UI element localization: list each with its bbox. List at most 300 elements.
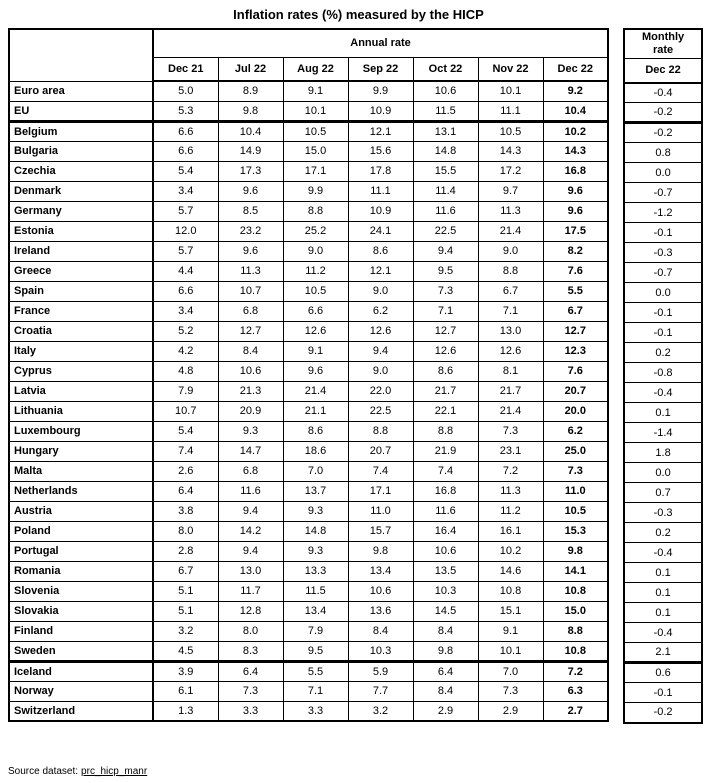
annual-value-cell: 9.5	[283, 641, 348, 661]
annual-value-cell: 16.4	[413, 521, 478, 541]
monthly-row-latvia	[624, 383, 702, 403]
annual-value-cell: 6.6	[153, 121, 218, 141]
annual-value-cell: 14.8	[413, 141, 478, 161]
table-row-euro-area	[9, 81, 608, 101]
monthly-value-cell: 0.0	[624, 463, 702, 483]
annual-value-cell: 21.1	[283, 401, 348, 421]
row-label-slovakia: Slovakia	[9, 601, 153, 621]
annual-value-cell: 12.6	[283, 321, 348, 341]
monthly-row-france	[624, 303, 702, 323]
monthly-value-cell: -0.3	[624, 503, 702, 523]
row-label-malta: Malta	[9, 461, 153, 481]
annual-value-cell: 24.1	[348, 221, 413, 241]
annual-value-cell: 6.4	[413, 661, 478, 681]
table-row-croatia	[9, 321, 608, 341]
annual-value-cell: 7.3	[218, 681, 283, 701]
row-label-portugal: Portugal	[9, 541, 153, 561]
monthly-value-cell: 0.1	[624, 603, 702, 623]
monthly-value-cell: 1.8	[624, 443, 702, 463]
annual-value-cell: 18.6	[283, 441, 348, 461]
monthly-row-cyprus	[624, 363, 702, 383]
annual-value-cell: 9.3	[283, 501, 348, 521]
row-label-norway: Norway	[9, 681, 153, 701]
monthly-row-switzerland	[624, 703, 702, 723]
monthly-value-cell: -0.2	[624, 703, 702, 723]
annual-value-cell: 5.0	[153, 81, 218, 101]
table-row-poland	[9, 521, 608, 541]
annual-value-cell: 11.3	[478, 481, 543, 501]
annual-value-cell: 10.1	[478, 641, 543, 661]
row-label-hungary: Hungary	[9, 441, 153, 461]
annual-value-cell: 2.6	[153, 461, 218, 481]
annual-value-cell: 21.7	[413, 381, 478, 401]
table-row-netherlands	[9, 481, 608, 501]
annual-value-cell: 8.9	[218, 81, 283, 101]
annual-value-cell: 10.5	[543, 501, 608, 521]
annual-value-cell: 15.7	[348, 521, 413, 541]
table-row-austria	[9, 501, 608, 521]
column-header-aug-22: Aug 22	[283, 57, 348, 81]
annual-value-cell: 12.1	[348, 261, 413, 281]
column-header-oct-22: Oct 22	[413, 57, 478, 81]
monthly-row-denmark	[624, 183, 702, 203]
monthly-value-cell: 0.1	[624, 403, 702, 423]
annual-value-cell: 2.7	[543, 701, 608, 721]
group-header-row	[9, 29, 608, 57]
annual-value-cell: 9.0	[283, 241, 348, 261]
annual-value-cell: 9.7	[478, 181, 543, 201]
annual-value-cell: 13.6	[348, 601, 413, 621]
annual-value-cell: 13.5	[413, 561, 478, 581]
annual-value-cell: 21.4	[478, 401, 543, 421]
annual-value-cell: 11.3	[218, 261, 283, 281]
monthly-value-cell: 2.1	[624, 643, 702, 663]
annual-rate-table	[8, 28, 609, 722]
annual-value-cell: 7.6	[543, 361, 608, 381]
annual-value-cell: 5.5	[283, 661, 348, 681]
annual-value-cell: 8.6	[348, 241, 413, 261]
annual-value-cell: 12.7	[543, 321, 608, 341]
annual-value-cell: 9.4	[218, 501, 283, 521]
annual-value-cell: 8.5	[218, 201, 283, 221]
annual-value-cell: 17.3	[218, 161, 283, 181]
annual-value-cell: 21.9	[413, 441, 478, 461]
row-label-czechia: Czechia	[9, 161, 153, 181]
annual-value-cell: 14.3	[478, 141, 543, 161]
monthly-row-romania	[624, 563, 702, 583]
annual-value-cell: 5.2	[153, 321, 218, 341]
annual-value-cell: 11.6	[218, 481, 283, 501]
annual-value-cell: 12.0	[153, 221, 218, 241]
row-label-latvia: Latvia	[9, 381, 153, 401]
annual-value-cell: 12.7	[413, 321, 478, 341]
table-row-latvia	[9, 381, 608, 401]
table-row-luxembourg	[9, 421, 608, 441]
annual-value-cell: 10.3	[413, 581, 478, 601]
table-row-cyprus	[9, 361, 608, 381]
annual-value-cell: 11.2	[283, 261, 348, 281]
annual-value-cell: 3.3	[218, 701, 283, 721]
annual-value-cell: 9.6	[283, 361, 348, 381]
monthly-row-italy	[624, 343, 702, 363]
monthly-value-cell: 0.2	[624, 343, 702, 363]
annual-value-cell: 12.3	[543, 341, 608, 361]
monthly-row-lithuania	[624, 403, 702, 423]
row-label-italy: Italy	[9, 341, 153, 361]
annual-value-cell: 6.8	[218, 301, 283, 321]
row-label-eu: EU	[9, 101, 153, 121]
annual-value-cell: 8.0	[218, 621, 283, 641]
annual-value-cell: 11.0	[543, 481, 608, 501]
annual-value-cell: 10.8	[478, 581, 543, 601]
row-label-croatia: Croatia	[9, 321, 153, 341]
annual-value-cell: 6.7	[478, 281, 543, 301]
annual-value-cell: 12.6	[478, 341, 543, 361]
annual-value-cell: 2.9	[413, 701, 478, 721]
annual-value-cell: 17.2	[478, 161, 543, 181]
annual-value-cell: 8.6	[413, 361, 478, 381]
table-row-spain	[9, 281, 608, 301]
annual-value-cell: 8.4	[218, 341, 283, 361]
annual-value-cell: 3.2	[348, 701, 413, 721]
row-label-romania: Romania	[9, 561, 153, 581]
annual-value-cell: 9.5	[413, 261, 478, 281]
annual-value-cell: 10.4	[543, 101, 608, 121]
annual-value-cell: 12.8	[218, 601, 283, 621]
annual-value-cell: 4.5	[153, 641, 218, 661]
annual-value-cell: 15.0	[283, 141, 348, 161]
annual-value-cell: 9.1	[283, 81, 348, 101]
monthly-row-ireland	[624, 243, 702, 263]
annual-value-cell: 5.1	[153, 601, 218, 621]
monthly-value-cell: -0.4	[624, 83, 702, 103]
annual-value-cell: 10.5	[283, 281, 348, 301]
annual-value-cell: 8.6	[283, 421, 348, 441]
annual-value-cell: 10.1	[478, 81, 543, 101]
annual-value-cell: 9.6	[218, 181, 283, 201]
monthly-row-spain	[624, 283, 702, 303]
monthly-row-norway	[624, 683, 702, 703]
monthly-column-header-dec-22: Dec 22	[624, 59, 702, 83]
annual-value-cell: 10.2	[543, 121, 608, 141]
annual-value-cell: 6.1	[153, 681, 218, 701]
monthly-value-cell: 0.7	[624, 483, 702, 503]
monthly-row-eu	[624, 103, 702, 123]
annual-value-cell: 13.1	[413, 121, 478, 141]
annual-value-cell: 12.1	[348, 121, 413, 141]
annual-value-cell: 6.2	[348, 301, 413, 321]
tables-container	[8, 28, 703, 724]
annual-value-cell: 25.2	[283, 221, 348, 241]
annual-value-cell: 13.7	[283, 481, 348, 501]
annual-value-cell: 7.6	[543, 261, 608, 281]
monthly-value-cell: 0.1	[624, 563, 702, 583]
annual-value-cell: 14.7	[218, 441, 283, 461]
annual-value-cell: 11.5	[283, 581, 348, 601]
annual-value-cell: 21.4	[478, 221, 543, 241]
annual-value-cell: 10.1	[283, 101, 348, 121]
annual-value-cell: 9.1	[478, 621, 543, 641]
monthly-value-cell: 0.0	[624, 163, 702, 183]
monthly-row-slovenia	[624, 583, 702, 603]
annual-value-cell: 9.3	[283, 541, 348, 561]
annual-value-cell: 3.2	[153, 621, 218, 641]
annual-value-cell: 16.8	[413, 481, 478, 501]
table-row-france	[9, 301, 608, 321]
table-row-estonia	[9, 221, 608, 241]
table-row-belgium	[9, 121, 608, 141]
annual-value-cell: 13.3	[283, 561, 348, 581]
monthly-value-cell: -0.1	[624, 303, 702, 323]
monthly-row-austria	[624, 503, 702, 523]
annual-value-cell: 11.2	[478, 501, 543, 521]
annual-value-cell: 3.4	[153, 301, 218, 321]
annual-value-cell: 23.1	[478, 441, 543, 461]
annual-value-cell: 7.4	[348, 461, 413, 481]
annual-value-cell: 8.8	[348, 421, 413, 441]
annual-value-cell: 2.9	[478, 701, 543, 721]
annual-value-cell: 4.8	[153, 361, 218, 381]
annual-value-cell: 9.1	[283, 341, 348, 361]
annual-value-cell: 7.4	[153, 441, 218, 461]
annual-value-cell: 5.4	[153, 161, 218, 181]
annual-value-cell: 10.7	[218, 281, 283, 301]
annual-value-cell: 21.3	[218, 381, 283, 401]
annual-value-cell: 9.6	[543, 181, 608, 201]
annual-value-cell: 10.8	[543, 581, 608, 601]
annual-value-cell: 9.2	[543, 81, 608, 101]
row-label-denmark: Denmark	[9, 181, 153, 201]
annual-value-cell: 9.3	[218, 421, 283, 441]
annual-value-cell: 10.6	[413, 81, 478, 101]
annual-value-cell: 23.2	[218, 221, 283, 241]
table-row-greece	[9, 261, 608, 281]
monthly-value-cell: -0.4	[624, 543, 702, 563]
annual-value-cell: 11.6	[413, 501, 478, 521]
annual-value-cell: 14.9	[218, 141, 283, 161]
monthly-group-header-row	[624, 29, 702, 59]
monthly-row-netherlands	[624, 483, 702, 503]
monthly-value-cell: 0.2	[624, 523, 702, 543]
annual-value-cell: 13.4	[348, 561, 413, 581]
annual-value-cell: 5.7	[153, 241, 218, 261]
annual-value-cell: 8.3	[218, 641, 283, 661]
annual-value-cell: 9.0	[348, 361, 413, 381]
annual-value-cell: 13.0	[218, 561, 283, 581]
table-row-germany	[9, 201, 608, 221]
annual-value-cell: 8.4	[348, 621, 413, 641]
monthly-column-header-row	[624, 59, 702, 83]
monthly-value-cell: -0.1	[624, 323, 702, 343]
monthly-row-luxembourg	[624, 423, 702, 443]
row-label-spain: Spain	[9, 281, 153, 301]
annual-value-cell: 8.1	[478, 361, 543, 381]
table-row-eu	[9, 101, 608, 121]
column-header-dec-22: Dec 22	[543, 57, 608, 81]
annual-value-cell: 10.5	[478, 121, 543, 141]
monthly-row-bulgaria	[624, 143, 702, 163]
annual-value-cell: 16.8	[543, 161, 608, 181]
monthly-value-cell: 0.6	[624, 663, 702, 683]
annual-value-cell: 7.1	[283, 681, 348, 701]
annual-value-cell: 14.8	[283, 521, 348, 541]
annual-value-cell: 6.2	[543, 421, 608, 441]
annual-value-cell: 7.2	[478, 461, 543, 481]
annual-value-cell: 11.1	[348, 181, 413, 201]
annual-value-cell: 12.6	[413, 341, 478, 361]
annual-value-cell: 11.6	[413, 201, 478, 221]
annual-value-cell: 6.6	[153, 141, 218, 161]
annual-value-cell: 7.2	[543, 661, 608, 681]
column-header-dec-21: Dec 21	[153, 57, 218, 81]
annual-value-cell: 20.7	[348, 441, 413, 461]
annual-value-cell: 7.0	[478, 661, 543, 681]
monthly-rate-header: Monthly rate	[624, 29, 702, 59]
annual-value-cell: 5.7	[153, 201, 218, 221]
annual-value-cell: 20.7	[543, 381, 608, 401]
table-row-malta	[9, 461, 608, 481]
monthly-row-hungary	[624, 443, 702, 463]
annual-value-cell: 15.1	[478, 601, 543, 621]
annual-value-cell: 11.0	[348, 501, 413, 521]
row-label-france: France	[9, 301, 153, 321]
annual-value-cell: 20.0	[543, 401, 608, 421]
monthly-value-cell: -0.2	[624, 123, 702, 143]
annual-value-cell: 6.4	[153, 481, 218, 501]
annual-value-cell: 10.6	[348, 581, 413, 601]
annual-value-cell: 21.4	[283, 381, 348, 401]
table-row-sweden	[9, 641, 608, 661]
row-label-germany: Germany	[9, 201, 153, 221]
table-row-italy	[9, 341, 608, 361]
monthly-row-finland	[624, 623, 702, 643]
annual-value-cell: 15.3	[543, 521, 608, 541]
table-row-slovakia	[9, 601, 608, 621]
source-label: Source dataset:	[8, 766, 79, 777]
annual-value-cell: 10.3	[348, 641, 413, 661]
monthly-rate-table	[623, 28, 703, 724]
annual-value-cell: 10.9	[348, 201, 413, 221]
row-label-iceland: Iceland	[9, 661, 153, 681]
annual-value-cell: 8.8	[283, 201, 348, 221]
annual-value-cell: 8.8	[478, 261, 543, 281]
annual-value-cell: 6.6	[153, 281, 218, 301]
monthly-row-iceland	[624, 663, 702, 683]
annual-value-cell: 9.9	[283, 181, 348, 201]
annual-value-cell: 13.4	[283, 601, 348, 621]
annual-value-cell: 10.8	[543, 641, 608, 661]
annual-value-cell: 9.8	[413, 641, 478, 661]
annual-value-cell: 7.3	[543, 461, 608, 481]
annual-value-cell: 5.3	[153, 101, 218, 121]
annual-value-cell: 17.1	[348, 481, 413, 501]
monthly-value-cell: 0.0	[624, 283, 702, 303]
annual-value-cell: 22.0	[348, 381, 413, 401]
annual-value-cell: 6.6	[283, 301, 348, 321]
annual-value-cell: 3.4	[153, 181, 218, 201]
annual-value-cell: 9.4	[413, 241, 478, 261]
annual-value-cell: 1.3	[153, 701, 218, 721]
column-header-jul-22: Jul 22	[218, 57, 283, 81]
annual-value-cell: 9.0	[348, 281, 413, 301]
row-label-luxembourg: Luxembourg	[9, 421, 153, 441]
table-row-portugal	[9, 541, 608, 561]
monthly-row-portugal	[624, 543, 702, 563]
annual-value-cell: 14.2	[218, 521, 283, 541]
annual-value-cell: 7.1	[413, 301, 478, 321]
annual-value-cell: 6.3	[543, 681, 608, 701]
annual-value-cell: 10.5	[283, 121, 348, 141]
annual-value-cell: 11.5	[413, 101, 478, 121]
monthly-row-greece	[624, 263, 702, 283]
row-label-austria: Austria	[9, 501, 153, 521]
source-dataset-link[interactable]: prc_hicp_manr	[81, 766, 148, 777]
annual-value-cell: 6.4	[218, 661, 283, 681]
annual-value-cell: 10.6	[413, 541, 478, 561]
monthly-value-cell: -0.4	[624, 623, 702, 643]
table-row-czechia	[9, 161, 608, 181]
annual-value-cell: 20.9	[218, 401, 283, 421]
annual-value-cell: 25.0	[543, 441, 608, 461]
row-label-belgium: Belgium	[9, 121, 153, 141]
annual-value-cell: 15.0	[543, 601, 608, 621]
monthly-value-cell: -1.4	[624, 423, 702, 443]
monthly-value-cell: -1.2	[624, 203, 702, 223]
column-header-sep-22: Sep 22	[348, 57, 413, 81]
annual-value-cell: 17.5	[543, 221, 608, 241]
annual-value-cell: 9.6	[218, 241, 283, 261]
table-row-bulgaria	[9, 141, 608, 161]
annual-value-cell: 8.0	[153, 521, 218, 541]
annual-value-cell: 3.9	[153, 661, 218, 681]
source-note	[8, 766, 147, 777]
row-label-ireland: Ireland	[9, 241, 153, 261]
annual-value-cell: 12.7	[218, 321, 283, 341]
annual-value-cell: 15.6	[348, 141, 413, 161]
annual-value-cell: 9.4	[348, 341, 413, 361]
annual-value-cell: 22.5	[348, 401, 413, 421]
monthly-value-cell: -0.2	[624, 103, 702, 123]
annual-value-cell: 7.9	[283, 621, 348, 641]
row-label-finland: Finland	[9, 621, 153, 641]
monthly-row-slovakia	[624, 603, 702, 623]
annual-value-cell: 11.7	[218, 581, 283, 601]
annual-value-cell: 13.0	[478, 321, 543, 341]
annual-value-cell: 14.6	[478, 561, 543, 581]
annual-value-cell: 3.8	[153, 501, 218, 521]
annual-value-cell: 7.4	[413, 461, 478, 481]
monthly-value-cell: -0.7	[624, 183, 702, 203]
corner-cell	[9, 29, 153, 81]
annual-value-cell: 7.3	[413, 281, 478, 301]
annual-value-cell: 6.7	[543, 301, 608, 321]
table-row-iceland	[9, 661, 608, 681]
annual-value-cell: 7.9	[153, 381, 218, 401]
row-label-switzerland: Switzerland	[9, 701, 153, 721]
annual-value-cell: 21.7	[478, 381, 543, 401]
monthly-value-cell: -0.3	[624, 243, 702, 263]
monthly-row-czechia	[624, 163, 702, 183]
annual-value-cell: 8.2	[543, 241, 608, 261]
row-label-bulgaria: Bulgaria	[9, 141, 153, 161]
annual-value-cell: 16.1	[478, 521, 543, 541]
annual-value-cell: 7.3	[478, 681, 543, 701]
annual-value-cell: 5.4	[153, 421, 218, 441]
monthly-value-cell: -0.1	[624, 223, 702, 243]
table-row-ireland	[9, 241, 608, 261]
monthly-row-malta	[624, 463, 702, 483]
row-label-cyprus: Cyprus	[9, 361, 153, 381]
